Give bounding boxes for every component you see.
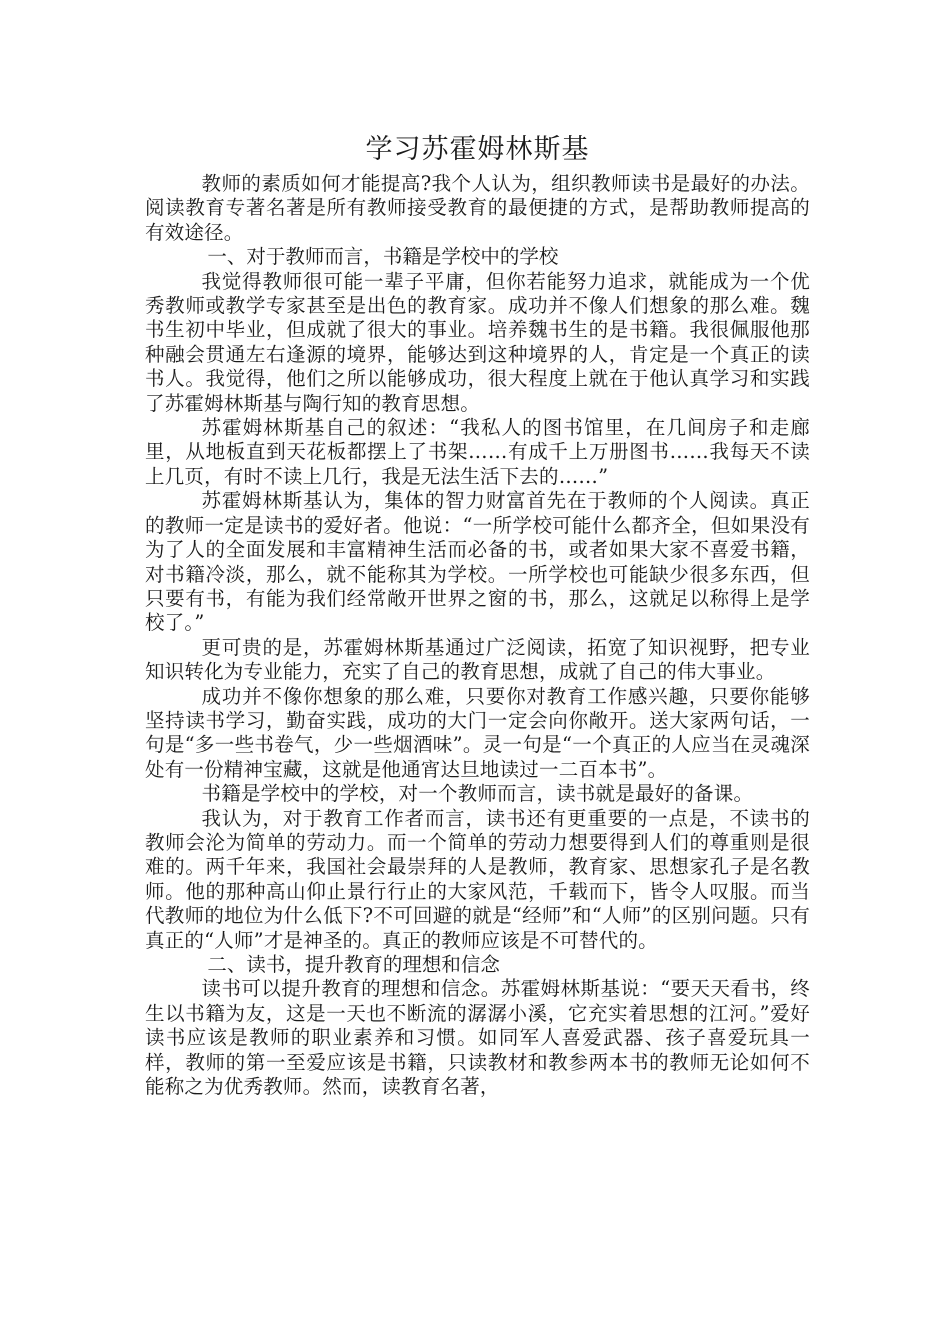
paragraph: 更可贵的是，苏霍姆林斯基通过广泛阅读，拓宽了知识视野，把专业知识转化为专业能力，充实了自己的教育思想，成就了自己的伟大事业。: [145, 635, 810, 684]
paragraph: 书籍是学校中的学校，对一个教师而言，读书就是最好的备课。: [201, 782, 754, 806]
paragraph: 我觉得教师很可能一辈子平庸，但你若能努力追求，就能成为一个优秀教师或教学专家甚至是出色的教育家。成功并不像人们想象的那么难。魏书生初中毕业，但成就了很大的事业。培养魏书生的是书籍。我很佩服他那种融会贯通左右逢源的境界，能够达到这种境界的人，肯定是一个真正的读书人。我觉得，他们之所以能够成功，很大程度上就在于他认真学习和实践了苏霍姆林斯基与陶行知的教育思想。: [145, 269, 810, 415]
section-heading-2: 二、读书，提升教育的理想和信念: [207, 953, 500, 976]
paragraph: 成功并不像你想象的那么难，只要你对教育工作感兴趣，只要你能够坚持读书学习，勤奋实践，成功的大门一定会向你敞开。送大家两句话，一句是“多一些书卷气，少一些烟酒味”。灵一句是“一个真正的人应当在灵魂深处有一份精神宝藏，这就是他通宵达旦地读过一二百本书”。: [145, 684, 810, 781]
intro-paragraph: 教师的素质如何才能提高?我个人认为，组织教师读书是最好的办法。阅读教育专著名著是所有教师接受教育的最便捷的方式，是帮助教师提高的有效途径。: [145, 172, 810, 244]
paragraph: 苏霍姆林斯基自己的叙述：“我私人的图书馆里，在几间房子和走廊里，从地板直到天花板都摆上了书架……有成千上万册图书……我每天不读上几页，有时不读上几行，我是无法生活下去的……”: [145, 416, 810, 488]
paragraph: 苏霍姆林斯基认为，集体的智力财富首先在于教师的个人阅读。真正的教师一定是读书的爱好者。他说：“一所学校可能什么都齐全，但如果没有为了人的全面发展和丰富精神生活而必备的书，或者如果大家不喜爱书籍，对书籍冷淡，那么，就不能称其为学校。一所学校也可能缺少很多东西，但只要有书，有能为我们经常敞开世界之窗的书，那么，这就足以称得上是学校了。”: [145, 489, 810, 635]
section-heading-1: 一、对于教师而言，书籍是学校中的学校: [207, 245, 559, 269]
paragraph: 我认为，对于教育工作者而言，读书还有更重要的一点是，不读书的教师会沦为简单的劳动力。而一个简单的劳动力想要得到人们的尊重则是很难的。两千年来，我国社会最崇拜的人是教师，教育家、思想家孔子是名教师。他的那种高山仰止景行行止的大家风范，千载而下，皆令人叹服。而当代教师的地位为什么低下?不可回避的就是“经师”和“人师”的区别问题。只有真正的“人师”才是神圣的。真正的教师应该是不可替代的。: [145, 806, 810, 952]
document-page: [145, 130, 810, 1099]
document-title: 学习苏霍姆林斯基: [365, 134, 590, 165]
paragraph: 读书可以提升教育的理想和信念。苏霍姆林斯基说：“要天天看书，终生以书籍为友，这是一天也不断流的潺潺小溪，它充实着思想的江河。”爱好读书应该是教师的职业素养和习惯。如同军人喜爱武器、孩子喜爱玩具一样，教师的第一至爱应该是书籍，只读教材和教参两本书的教师无论如何不能称之为优秀教师。然而，读教育名著，: [145, 977, 810, 1099]
